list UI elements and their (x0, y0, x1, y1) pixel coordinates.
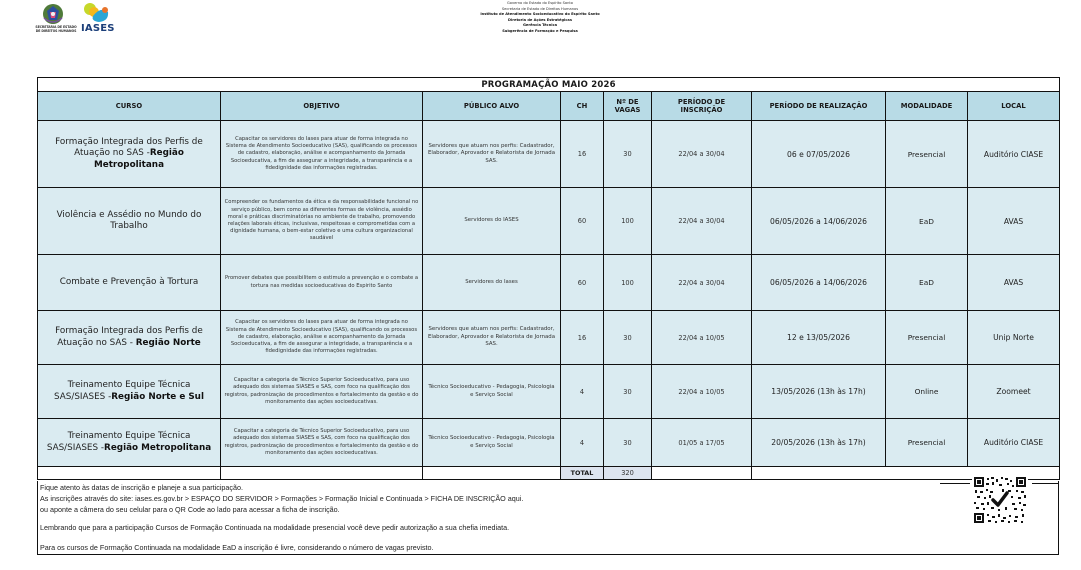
curso-name: Formação Integrada dos Perfis de Atuação no SAS - (55, 326, 203, 348)
footer-note: Para os cursos de Formação Continuada na modalidade EaD a inscrição é livre, considerando o número de vagas previsto. (40, 543, 434, 552)
table-header-row (38, 92, 1060, 121)
cell-realizacao: 20/05/2026 (13h às 17h) (752, 419, 886, 467)
cell-realizacao: 06/05/2026 a 14/06/2026 (752, 255, 886, 311)
column-header-local: LOCAL (968, 92, 1060, 121)
empty-cell (652, 467, 752, 480)
curso-name: Combate e Prevenção à Tortura (59, 276, 199, 287)
cell-ch: 60 (561, 188, 604, 255)
cell-publico: Técnico Socioeducativo - Pedagogia, Psicologia e Serviço Social (423, 419, 561, 467)
column-header-vagas (604, 92, 652, 121)
footer-note: Fique atento às datas de inscrição e planeje a sua participação. (40, 483, 243, 492)
curso-region: Região Metropolitana (93, 148, 184, 170)
cell-inscricao: 22/04 a 30/04 (652, 188, 752, 255)
column-header-inscricao (652, 92, 752, 121)
table-row (38, 365, 1060, 419)
cell-modalidade: Presencial (886, 121, 968, 188)
cell-realizacao: 06 e 07/05/2026 (752, 121, 886, 188)
column-header-objetivo: OBJETIVO (221, 92, 423, 121)
column-header-publico: PÚBLICO ALVO (423, 92, 561, 121)
divider (1032, 483, 1058, 484)
cell-publico: Técnico Socioeducativo - Pedagogia, Psicologia e Serviço Social (423, 365, 561, 419)
cell-realizacao: 06/05/2026 a 14/06/2026 (752, 188, 886, 255)
gov-line: Governo do Estado do Espírito Santo (507, 1, 573, 5)
curso-region: Região Metropolitana (104, 442, 212, 453)
curso-region: Região Norte (135, 337, 201, 348)
table-row (38, 188, 1060, 255)
cell-modalidade: Presencial (886, 311, 968, 365)
column-header-vagas-line2: VAGAS (614, 106, 641, 114)
cell-inscricao: 22/04 a 10/05 (652, 311, 752, 365)
cell-vagas: 30 (604, 365, 652, 419)
cell-publico: Servidores que atuam nos perfis: Cadastrador, Elaborador, Aprovador e Relatorista de Jornada SAS. (423, 311, 561, 365)
cell-publico: Servidores que atuam nos perfis: Cadastrador, Elaborador, Aprovador e Relatorista de Jornada SAS. (423, 121, 561, 188)
empty-cell (423, 467, 561, 480)
cell-local: Zoomeet (968, 365, 1060, 419)
column-header-curso: CURSO (38, 92, 221, 121)
footer-notes (37, 481, 1059, 555)
cell-realizacao: 12 e 13/05/2026 (752, 311, 886, 365)
iases-logo-icon (81, 2, 111, 24)
table-row (38, 311, 1060, 365)
cell-objetivo: Capacitar os servidores do Iases para atuar de forma integrada no Sistema de Atendimento Socioeducativo (SAS), qualificando os processos de cadastro, elaboração, análise e acompanhamento da Jornada Socioeducativa, a fim de assegurar a integridade, a transparência e a fidedignidade das informações registradas. (221, 121, 423, 188)
column-header-inscricao-line1: PERÍODO DE (677, 98, 726, 106)
secretaria-caption: SECRETARIA DE ESTADO DE DIREITOS HUMANOS (35, 25, 77, 33)
gov-line: Diretoria de Ações Estratégicas (508, 17, 572, 22)
column-header-realizacao: PERÍODO DE REALIZAÇÃO (752, 92, 886, 121)
cell-local: Auditório CIASE (968, 121, 1060, 188)
cell-modalidade: EaD (886, 255, 968, 311)
cell-local: AVAS (968, 188, 1060, 255)
cell-vagas: 30 (604, 121, 652, 188)
state-crest-icon (41, 2, 65, 26)
cell-curso (38, 419, 221, 467)
curso-name: Violência e Assédio no Mundo do Trabalho (56, 209, 202, 231)
empty-cell (38, 467, 221, 480)
column-header-inscricao-line2: INSCRIÇÃO (680, 106, 723, 114)
cell-modalidade: EaD (886, 188, 968, 255)
cell-publico: Servidores do Iases (423, 255, 561, 311)
total-value: 320 (604, 467, 652, 480)
table-row (38, 419, 1060, 467)
footer-note: Lembrando que para a participação Cursos de Formação Continuada na modalidade presencial você deve pedir autorização a sua chefia imediata. (40, 523, 510, 532)
column-header-modalidade: MODALIDADE (886, 92, 968, 121)
cell-vagas: 100 (604, 188, 652, 255)
cell-realizacao: 13/05/2026 (13h às 17h) (752, 365, 886, 419)
total-row (38, 467, 1060, 480)
cell-curso (38, 188, 221, 255)
divider (940, 483, 970, 484)
cell-objetivo: Capacitar a categoria de Técnico Superior Socioeducativo, para uso adequado dos sistemas SIASES e SAS, com foco na qualificação dos registros, padronização de procedimentos e fortalecimento da gestão e do monitoramento das ações socioeducativas. (221, 419, 423, 467)
footer-note-site[interactable]: As inscrições através do site: iases.es.gov.br > ESPAÇO DO SERVIDOR > Formações > Formação Inicial e Continuada > FICHA DE INSCRIÇÃO aqui. (40, 494, 524, 503)
total-label: TOTAL (561, 467, 604, 480)
cell-vagas: 30 (604, 311, 652, 365)
table-row (38, 121, 1060, 188)
table-row (38, 255, 1060, 311)
cell-inscricao: 22/04 a 10/05 (652, 365, 752, 419)
cell-ch: 4 (561, 419, 604, 467)
cell-inscricao: 22/04 a 30/04 (652, 121, 752, 188)
empty-cell (221, 467, 423, 480)
cell-modalidade: Presencial (886, 419, 968, 467)
footer-note: ou aponte a câmera do seu celular para o QR Code ao lado para acessar a ficha de inscrição. (40, 505, 340, 514)
programacao-table (37, 77, 1060, 480)
cell-local: Auditório CIASE (968, 419, 1060, 467)
cell-inscricao: 22/04 a 30/04 (652, 255, 752, 311)
gov-line: Subgerência de Formação e Pesquisa (502, 28, 578, 33)
curso-name: Treinamento Equipe Técnica SAS/SIASES - (46, 431, 191, 453)
cell-objetivo: Compreender os fundamentos da ética e da responsabilidade funcional no serviço público, bem como as diferentes formas de violência, assédio moral e práticas discriminatórias no ambiente de trabalho, promovendo relações laborais éticas, inclusivas, respeitosas e comprometidas com a dignidade humana, o bem-estar coletivo e uma cultura organizacional saudável (221, 188, 423, 255)
qr-code-icon[interactable] (972, 475, 1028, 525)
cell-local: AVAS (968, 255, 1060, 311)
cell-ch: 60 (561, 255, 604, 311)
cell-curso (38, 121, 221, 188)
curso-name: Formação Integrada dos Perfis de Atuação no SAS - (55, 136, 203, 159)
gov-line: Gerência Técnica (522, 23, 558, 28)
column-header-ch: CH (561, 92, 604, 121)
cell-curso (38, 311, 221, 365)
cell-ch: 16 (561, 121, 604, 188)
cell-curso (38, 255, 221, 311)
cell-curso (38, 365, 221, 419)
cell-local: Unip Norte (968, 311, 1060, 365)
cell-vagas: 100 (604, 255, 652, 311)
column-header-vagas-line1: Nº DE (616, 98, 639, 106)
cell-ch: 16 (561, 311, 604, 365)
iases-wordmark: IASES (81, 23, 115, 34)
cell-ch: 4 (561, 365, 604, 419)
curso-name: Treinamento Equipe Técnica SAS/SIASES - (54, 380, 191, 402)
gov-line: Instituto de Atendimento Socioeducativo do Espírito Santo (480, 12, 600, 17)
cell-objetivo: Promover debates que possibilitem o estimulo a prevenção e o combate a tortura nas medidas socioeducativas do Espirito Santo (221, 255, 423, 311)
cell-objetivo: Capacitar os servidores do Iases para atuar de forma integrada no Sistema de Atendimento Socioeducativo (SAS), qualificando os processos de cadastro, elaboração, análise e acompanhamento da Jornada Socioeducativa, a fim de assegurar a integridade, a transparência e a fidedignidade das informações registradas. (221, 311, 423, 365)
table-title: PROGRAMAÇÃO MAIO 2026 (38, 78, 1060, 92)
header-logos (33, 2, 123, 38)
cell-vagas: 30 (604, 419, 652, 467)
gov-line: Secretaria de Estado de Direitos Humanos (501, 6, 579, 11)
cell-modalidade: Online (886, 365, 968, 419)
curso-region: Região Norte e Sul (111, 391, 204, 402)
cell-inscricao: 01/05 a 17/05 (652, 419, 752, 467)
cell-publico: Servidores do IASES (423, 188, 561, 255)
government-header (440, 1, 640, 35)
cell-objetivo: Capacitar a categoria de Técnico Superior Socioeducativo, para uso adequado dos sistemas SIASES e SAS, com foco na qualificação dos registros, padronização de procedimentos e fortalecimento da gestão e do monitoramento das ações socioeducativas. (221, 365, 423, 419)
